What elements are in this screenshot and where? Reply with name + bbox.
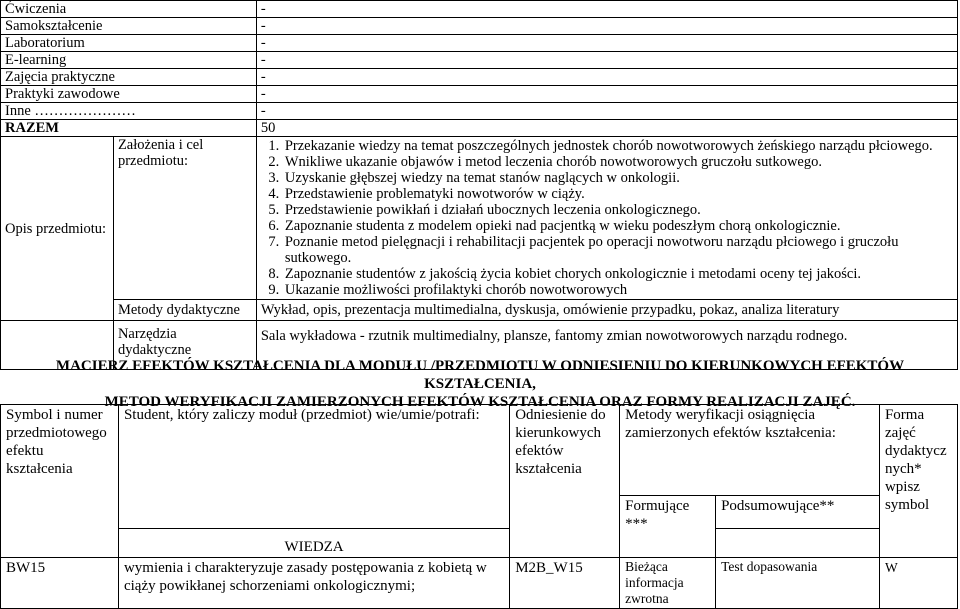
matrix-header-row [1,405,958,496]
header-formative: Formujące *** [620,496,716,558]
outcome-symbol: BW15 [1,558,119,609]
goal-item: 8. Zapoznanie studentów z jakością życia kobiet chorych onkologicznie i metodami oceny tej jakości. [283,266,953,282]
hours-label: Inne ………………… [1,103,257,120]
hours-row [1,103,958,120]
goal-item: 2. Wnikliwe ukazanie objawów i metod leczenia chorób nowotworowych gruczołu sutkowego. [283,154,953,170]
goal-item: 5. Przedstawienie powikłań i działań ubocznych leczenia onkologicznego. [283,202,953,218]
header-student: Student, który zaliczy moduł (przedmiot) wie/umie/potrafi: [118,405,509,529]
hours-label: Praktyki zawodowe [1,86,257,103]
goal-item: 3. Uzyskanie głębszej wiedzy na temat stanów naglących w onkologii. [283,170,953,186]
matrix-heading-line: METOD WERYFIKACJI ZAMIERZONYCH EFEKTÓW KSZTAŁCENIA ORAZ FORMY REALIZACJI ZAJĘĆ. [104,394,856,410]
hours-row [1,35,958,52]
hours-label: E-learning [1,52,257,69]
hours-value: - [256,69,957,86]
outcome-summative: Test dopasowania [716,558,880,609]
methods-row [1,300,958,321]
summative-empty-cell [716,529,880,558]
goals-list-cell [256,137,957,300]
outcome-formative: Bieżąca informacja zwrotna [620,558,716,609]
goals-label: Założenia i cel przedmiotu: [113,137,256,300]
hours-row [1,18,958,35]
hours-value: - [256,35,957,52]
total-value: 50 [256,120,957,137]
hours-row [1,52,958,69]
hours-label: Zajęcia praktyczne [1,69,257,86]
hours-label: Laboratorium [1,35,257,52]
goal-item: 4. Przedstawienie problematyki nowotworów w ciąży. [283,186,953,202]
hours-value: - [256,52,957,69]
total-row [1,120,958,137]
hours-label: Samokształcenie [1,18,257,35]
hours-value: - [256,86,957,103]
goal-item: 7. Poznanie metod pielęgnacji i rehabilitacji pacjentek po operacji nowotworu narządu płciowego i gruczołu sutkowego. [283,234,953,266]
header-methods: Metody weryfikacji osiągnięcia zamierzonych efektów kształcenia: [620,405,880,496]
hours-row [1,86,958,103]
outcome-form: W [879,558,957,609]
section-wiedza: WIEDZA [118,529,509,558]
methods-label: Metody dydaktyczne [113,300,256,321]
goals-list [261,138,953,298]
matrix-heading [0,357,960,411]
matrix-section-row [1,529,958,558]
goals-row [1,137,958,300]
goal-item: 9. Ukazanie możliwości profilaktyki chorób nowotworowych [283,282,953,298]
methods-value: Wykład, opis, prezentacja multimedialna, dyskusja, omówienie przypadku, pokaz, analiza literatury [256,300,957,321]
hours-row [1,1,958,18]
header-reference: Odniesienie do kierunkowych efektów kształcenia [510,405,620,558]
hours-value: - [256,103,957,120]
hours-value: - [256,1,957,18]
outcome-reference: M2B_W15 [510,558,620,609]
hours-row [1,69,958,86]
matrix-heading-line: MACIERZ EFEKTÓW KSZTAŁCENIA DLA MODUŁU /PRZEDMIOTU W ODNIESIENIU DO KIERUNKOWYCH EFEKTÓW KSZTAŁCENIA, [55,358,905,392]
goal-item: 6. Zapoznanie studenta z modelem opieki nad pacjentką w wieku podeszłym chorą onkologicznie. [283,218,953,234]
tools-label: Narzędzia dydaktyczne [113,321,256,370]
description-label: Opis przedmiotu: [1,137,114,321]
table-row [1,558,958,609]
tools-value: Sala wykładowa - rzutnik multimedialny, plansze, fantomy zmian nowotworowych narządu rodnego. [256,321,957,370]
header-form: Forma zajęć dydaktycz nych* wpisz symbol [879,405,957,558]
hours-value: - [256,18,957,35]
learning-outcomes-matrix [0,404,958,609]
header-summative: Podsumowujące** [716,496,880,529]
outcome-description: wymienia i charakteryzuje zasady postępowania z kobietą w ciąży powikłanej schorzeniami onkologicznymi; [118,558,509,609]
goal-item: 1. Przekazanie wiedzy na temat poszczególnych jednostek chorób nowotworowych żeńskiego narządu płciowego. [283,138,953,154]
total-label: RAZEM [1,120,257,137]
hours-label: Ćwiczenia [1,1,257,18]
header-symbol: Symbol i numer przedmiotowego efektu kształcenia [1,405,119,558]
